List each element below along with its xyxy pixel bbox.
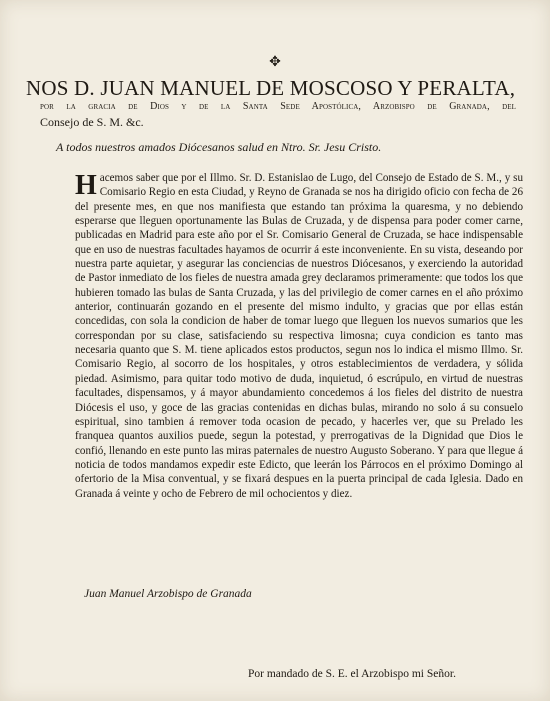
document-title: NOS D. JUAN MANUEL DE MOSCOSO Y PERALTA, [26,76,516,100]
signature: Juan Manuel Arzobispo de Granada [84,588,252,600]
drop-cap: H [75,170,97,201]
edict-body-text: acemos saber que por el Illmo. Sr. D. Estanislao de Lugo, del Consejo de Estado de S. M., y su Comisario Regio en esta Ciudad, y Reyno de Granada se nos ha dirigido oficio con fecha de 26 del presente mes, en que nos manifiesta que estando tan próxima la quaresma, y no debiendo esperarse que lleguen oportunamente las Bulas de Cruzada, y de dispensa para poder comer carne, publicadas en Madrid para este año por el Sr. Comisario General de Cruzada, se hace indispensable que en uso de nuestras facultades hayamos de ocurrir á este inconveniente. En su vista, deseando por nuestra parte aquietar, y asegurar las conciencias de nuestros Diócesanos, y exerciendo la autoridad de Pastor inmediato de los fieles de nuestra amada grey declaramos primeramente: que todos los que hubieren tomado las bulas de Santa Cruzada, y las del privilegio de comer carnes en el año próximo anterior, continuarán gozando en el presente del mismo indulto, y gracias que por ellas están concedidas, con sola la condicion de haber de tomar luego que lleguen los nuevos sumarios que les correspondan por su clase, satisfaciendo su respectiva limosna; cuya condicion es tanto mas necesaria quanto que S. M. tiene aplicados estos productos, segun nos lo indica el mismo Illmo. Sr. Comisario Regio, al socorro de los hospitales, y otros establecimientos de verdadera, y sólida piedad. Asimismo, para quitar todo motivo de duda, inquietud, ó escrúpulo, en virtud de nuestras facultades, dispensamos, y á mayor abundamiento concedemos á los fieles del distrito de nuestra Diócesis el uso, y goce de las gracias contenidas en dichas bulas, mirando no solo á su consuelo espiritual, sino tambien á remover toda ocasion de pecado, y hacerles ver, que su Prelado les franquea quantos auxilios puede, segun la potestad, y prerrogativas de la Dignidad que Dios le confió, llenando en este punto las miras paternales de nuestro Augusto Soberano. Y para que llegue á noticia de todos mandamos expedir este Edicto, que leerán los Párrocos en el próximo Domingo al ofertorio de la Misa conventual, y se fixará despues en la puerta principal de cada Iglesia. Dado en Granada á veinte y ocho de Febrero de mil ochocientos y diez. [75,172,523,500]
edict-body [75,171,523,501]
cross-ornament-icon: ✥ [269,55,281,70]
salutation: A todos nuestros amados Diócesanos salud en Ntro. Sr. Jesu Cristo. [56,140,382,154]
mandate-line: Por mandado de S. E. el Arzobispo mi Señor. [248,668,456,680]
title-subtitle-continued: Consejo de S. M. &c. [40,115,144,129]
title-subtitle: por la gracia de Dios y de la Santa Sede Apostólica, Arzobispo de Granada, del [40,101,516,112]
